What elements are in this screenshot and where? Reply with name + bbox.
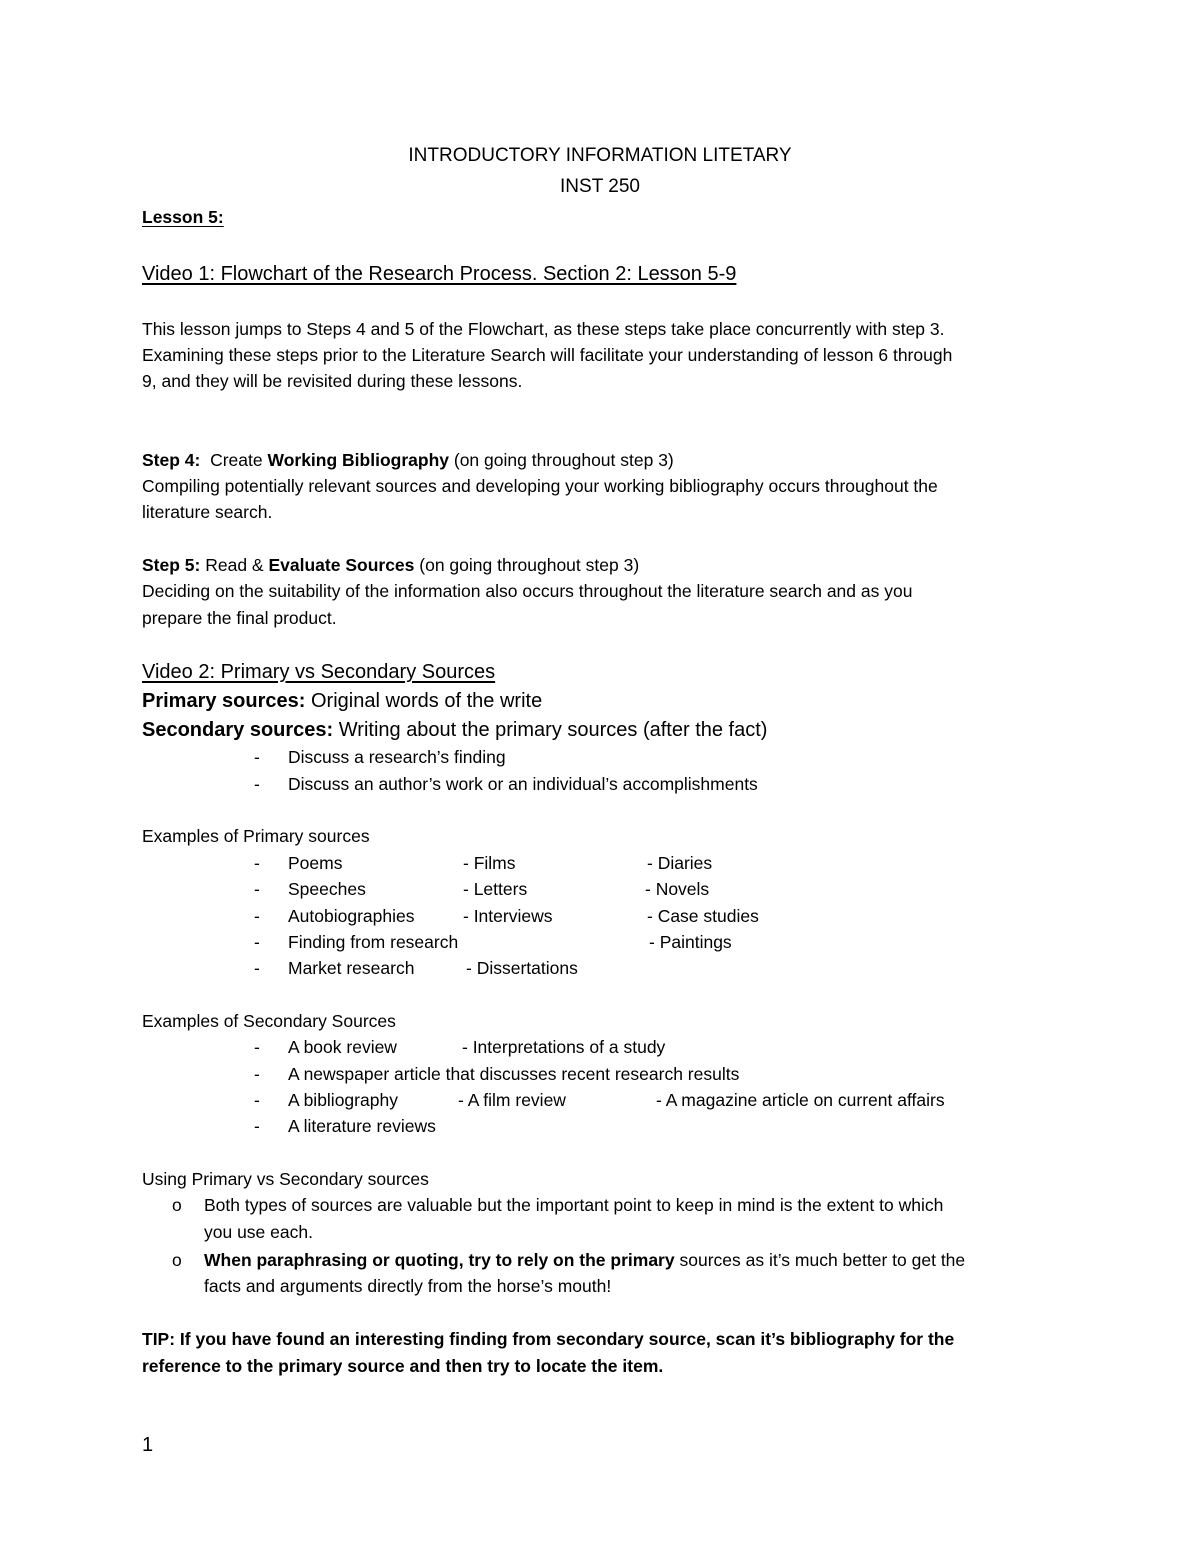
step4-heading: Step 4: Create Working Bibliography (on going throughout step 3)	[142, 450, 674, 470]
list-item: - Novels	[645, 879, 710, 899]
list-bullet-o: o	[172, 1195, 182, 1215]
secondary-examples-heading: Examples of Secondary Sources	[142, 1011, 396, 1031]
tip: reference to the primary source and then try to locate the item.	[142, 1356, 664, 1376]
step5-label: Step 5:	[142, 555, 201, 575]
list-bullet: -	[254, 879, 260, 899]
document-title: INTRODUCTORY INFORMATION LITETARY	[408, 145, 792, 166]
intro-line: Examining these steps prior to the Literature Search will facilitate your understanding of lesson 6 through	[142, 345, 953, 365]
list-item: Speeches	[288, 879, 366, 899]
list-item-continuation: you use each.	[204, 1222, 313, 1242]
list-item: A bibliography	[288, 1090, 398, 1110]
list-bullet: -	[254, 1090, 260, 1110]
tip: TIP: If you have found an interesting finding from secondary source, scan it’s bibliography for the	[142, 1329, 955, 1349]
secondary-definition: Secondary sources: Writing about the primary sources (after the fact)	[142, 719, 768, 741]
lesson-heading: Lesson 5:	[142, 207, 224, 227]
list-item: - Letters	[463, 879, 528, 899]
list-bullet: -	[254, 747, 260, 767]
list-bullet: -	[254, 906, 260, 926]
list-item: - Interviews	[463, 906, 553, 926]
step5-description: prepare the final product.	[142, 608, 337, 628]
list-bullet: -	[254, 958, 260, 978]
list-item: - Films	[463, 853, 516, 873]
list-item: - A magazine article on current affairs	[656, 1090, 945, 1110]
list-item: A newspaper article that discusses recent research results	[288, 1064, 740, 1084]
list-item: - A film review	[458, 1090, 566, 1110]
list-bullet: -	[254, 853, 260, 873]
step4-label: Step 4:	[142, 450, 201, 470]
course-code: INST 250	[560, 176, 640, 197]
intro-line: 9, and they will be revisited during these lessons.	[142, 371, 523, 391]
list-item: Both types of sources are valuable but the important point to keep in mind is the extent to which	[204, 1195, 944, 1215]
step5-heading: Step 5: Read & Evaluate Sources (on going throughout step 3)	[142, 555, 640, 575]
list-item: - Interpretations of a study	[462, 1037, 666, 1057]
step5-description: Deciding on the suitability of the information also occurs throughout the literature search and as you	[142, 581, 913, 601]
list-item-continuation: facts and arguments directly from the horse’s mouth!	[204, 1276, 612, 1296]
list-item: Poems	[288, 853, 343, 873]
video1-heading: Video 1: Flowchart of the Research Process. Section 2: Lesson 5-9	[142, 263, 737, 285]
primary-definition: Primary sources: Original words of the write	[142, 690, 543, 712]
step4-description: literature search.	[142, 502, 273, 522]
list-bullet: -	[254, 774, 260, 794]
list-item: Discuss an author’s work or an individual’s accomplishments	[288, 774, 758, 794]
list-item: - Dissertations	[466, 958, 578, 978]
list-item: When paraphrasing or quoting, try to rely on the primary sources as it’s much better to get the	[204, 1250, 966, 1270]
list-item: - Diaries	[647, 853, 713, 873]
list-item: Finding from research	[288, 932, 459, 952]
list-item: Discuss a research’s finding	[288, 747, 506, 767]
list-item: Autobiographies	[288, 906, 415, 926]
intro-line: This lesson jumps to Steps 4 and 5 of the Flowchart, as these steps take place concurrently with step 3.	[142, 319, 945, 339]
list-bullet: -	[254, 932, 260, 952]
list-bullet: -	[254, 1064, 260, 1084]
list-item: A book review	[288, 1037, 397, 1057]
list-item: - Case studies	[647, 906, 759, 926]
step4-description: Compiling potentially relevant sources and developing your working bibliography occurs throughout the	[142, 476, 938, 496]
list-item: - Paintings	[649, 932, 732, 952]
video2-heading: Video 2: Primary vs Secondary Sources	[142, 661, 496, 683]
list-item: Market research	[288, 958, 415, 978]
page-number: 1	[142, 1434, 154, 1456]
using-heading: Using Primary vs Secondary sources	[142, 1169, 429, 1189]
list-bullet: -	[254, 1037, 260, 1057]
list-item: A literature reviews	[288, 1116, 436, 1136]
primary-examples-heading: Examples of Primary sources	[142, 826, 370, 846]
list-bullet: -	[254, 1116, 260, 1136]
list-bullet-o: o	[172, 1250, 182, 1270]
